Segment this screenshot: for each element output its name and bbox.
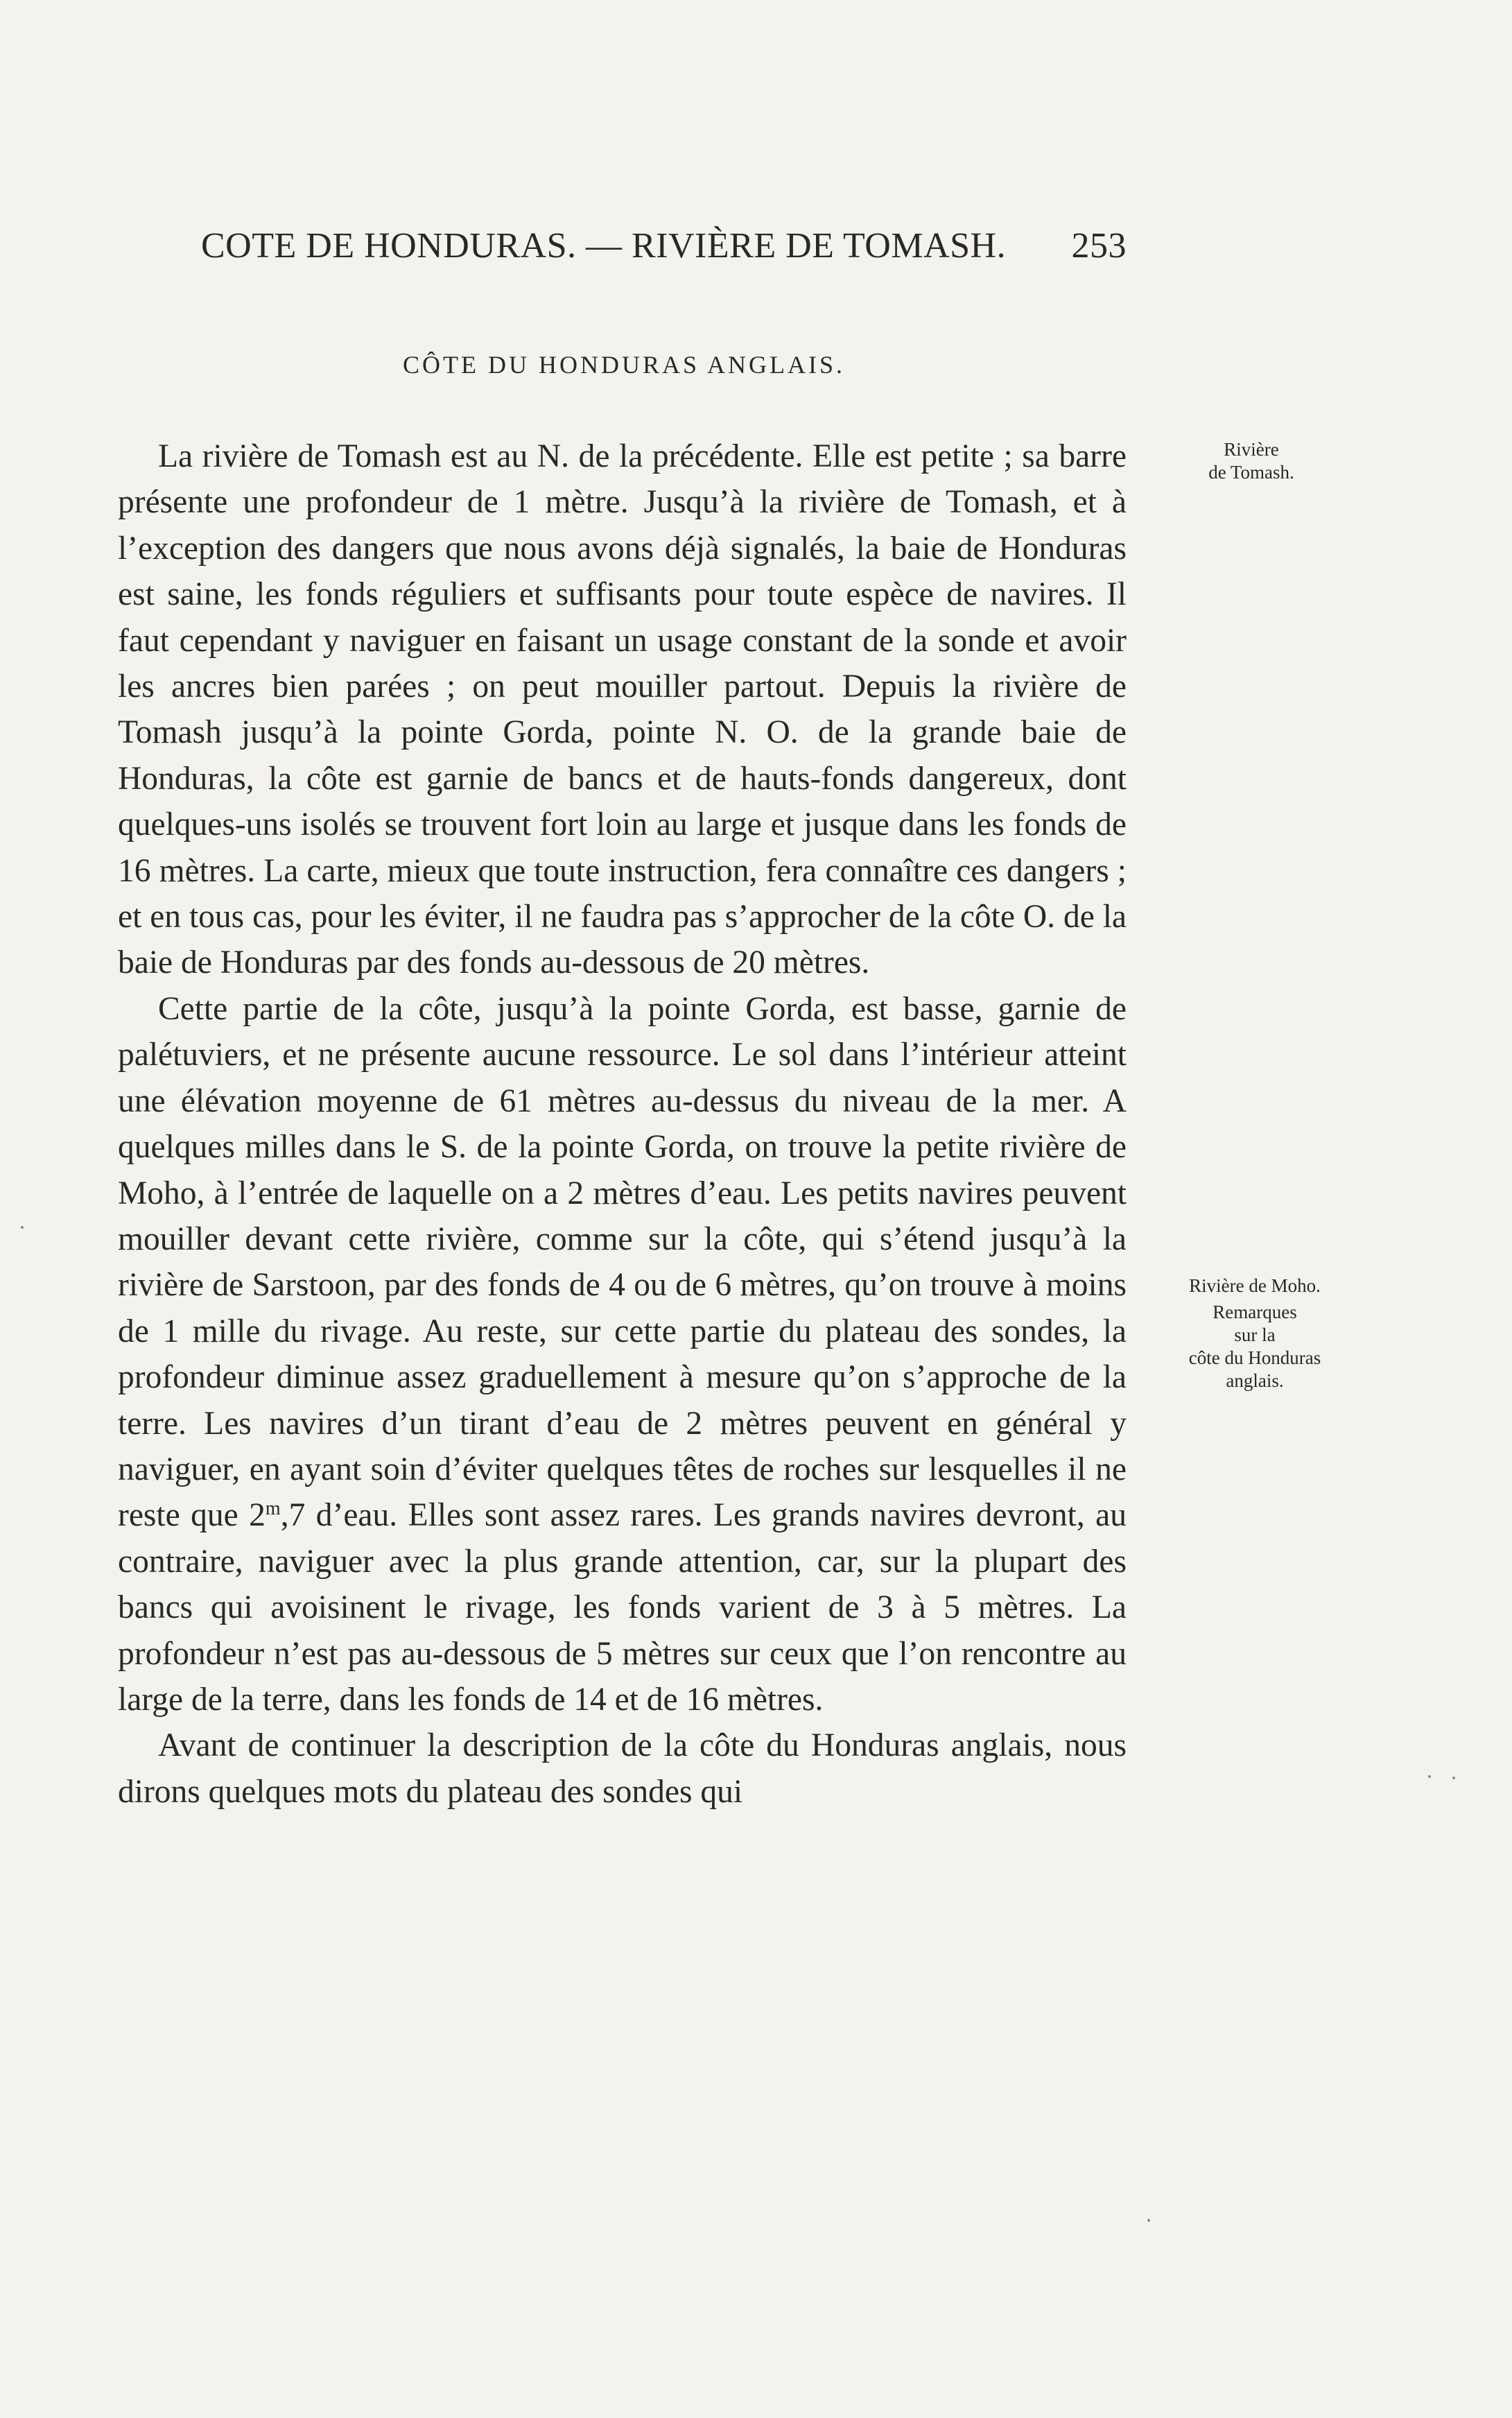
- paper-speck: [1428, 1775, 1431, 1778]
- page-number: 253: [1071, 226, 1127, 266]
- paragraph-2-part-2: ,7 d’eau. Elles sont assez rares. Les grands navires devront, au contraire, naviguer avec la plus grande attention, car, sur la plupart des bancs qui avoisinent le rivage, les fonds varient de 3 à 5 mètres. La profondeur n’est pas au-dessous de 5 mètres sur ceux que l’on rencontre au large de la terre, dans les fonds de 14 et de 16 mètres.: [118, 1497, 1127, 1718]
- running-head-title: COTE DE HONDURAS. — RIVIÈRE DE TOMASH.: [201, 226, 1007, 266]
- margin-note-moho: [1144, 1275, 1366, 1297]
- paragraph-2: [118, 986, 1127, 1723]
- paragraph-2-part-1: Cette partie de la côte, jusqu’à la pointe Gorda, est basse, garnie de palétuviers, et ne présente aucune ressource. Le sol dans l’intérieur atteint une élévation moyenne de 61 mètres au-dessus du niveau de la mer. A quelques milles dans le S. de la pointe Gorda, on trouve la petite rivière de Moho, à l’entrée de laquelle on a 2 mètres d’eau. Les petits navires peuvent mouiller devant cette rivière, comme sur la côte, qui s’étend jusqu’à la rivière de Sarstoon, par des fonds de 4 ou de 6 mètres, qu’on trouve à moins de 1 mille du rivage. Au reste, sur cette partie du plateau des sondes, la profondeur diminue assez graduellement à mesure qu’on s’approche de la terre. Les navires d’un tirant d’eau de 2 mètres peuvent en général y naviguer, en ayant soin d’éviter quelques têtes de roches sur lesquelles il ne reste que 2: [118, 990, 1127, 1534]
- body-text: [118, 433, 1127, 1815]
- paper-speck: [1147, 2219, 1150, 2222]
- margin-note-line: anglais.: [1226, 1370, 1284, 1391]
- margin-note-line: sur la: [1234, 1324, 1276, 1345]
- running-head: [201, 225, 1127, 267]
- margin-note-line: Remarques: [1213, 1302, 1297, 1322]
- superscript-m: m: [265, 1498, 281, 1520]
- paper-speck: [1452, 1777, 1455, 1779]
- paper-speck: [21, 1226, 24, 1229]
- paragraph-3: Avant de continuer la description de la côte du Honduras anglais, nous dirons quelques mots du plateau des sondes qui: [118, 1727, 1127, 1810]
- margin-note-remarques: [1144, 1301, 1366, 1392]
- margin-note-line: côte du Honduras: [1188, 1347, 1321, 1368]
- section-title: CÔTE DU HONDURAS ANGLAIS.: [402, 351, 845, 379]
- margin-note-line: Rivière: [1224, 439, 1279, 460]
- margin-note-tomash: [1147, 438, 1355, 484]
- margin-note-line: Rivière de Moho.: [1189, 1275, 1321, 1296]
- margin-note-line: de Tomash.: [1208, 462, 1294, 483]
- paragraph-1: La rivière de Tomash est au N. de la précédente. Elle est petite ; sa barre présente une profondeur de 1 mètre. Jusqu’à la rivière de Tomash, et à l’exception des dangers que nous avons déjà signalés, la baie de Honduras est saine, les fonds réguliers et suffisants pour toute espèce de navires. Il faut cependant y naviguer en faisant un usage constant de la sonde et avoir les ancres bien parées ; on peut mouiller partout. Depuis la rivière de Tomash jusqu’à la pointe Gorda, pointe N. O. de la grande baie de Honduras, la côte est garnie de bancs et de hauts-fonds dangereux, dont quelques-uns isolés se trouvent fort loin au large et jusque dans les fonds de 16 mètres. La carte, mieux que toute instruction, fera connaître ces dangers ; et en tous cas, pour les éviter, il ne faudra pas s’approcher de la côte O. de la baie de Honduras par des fonds au-dessous de 20 mètres.: [118, 438, 1127, 981]
